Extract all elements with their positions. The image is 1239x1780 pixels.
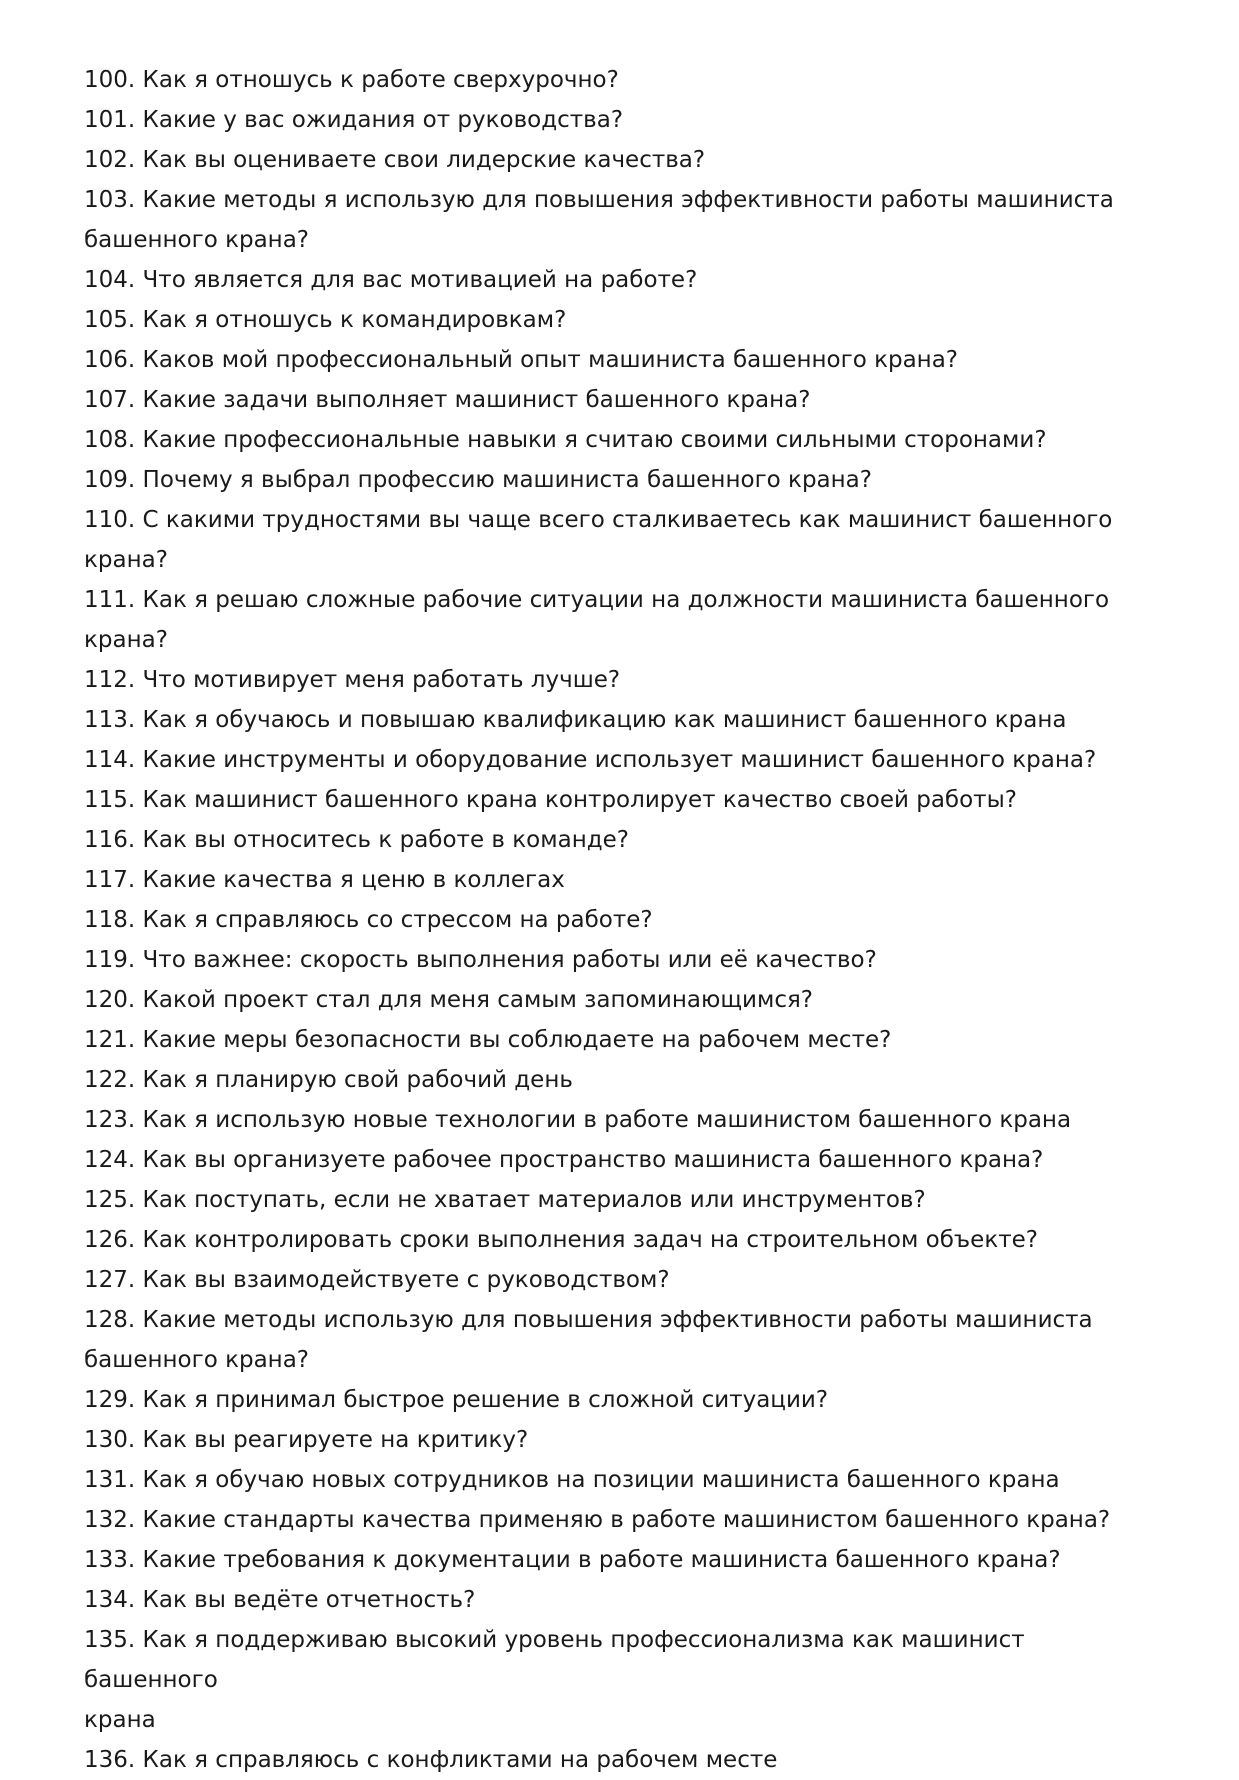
question-text: 111. Как я решаю сложные рабочие ситуации на должности машиниста башенного крана?: [84, 587, 1110, 653]
question-text: 128. Какие методы использую для повышения эффективности работы машиниста: [84, 1307, 1093, 1333]
question-text: 123. Как я использую новые технологии в работе машинистом башенного крана: [84, 1107, 1072, 1133]
question-item: [84, 1620, 1164, 1740]
question-text: 101. Какие у вас ожидания от руководства?: [84, 107, 624, 133]
question-item: [84, 340, 1164, 380]
question-text-continuation: башенного крана?: [84, 1347, 310, 1373]
question-item: [84, 1420, 1164, 1460]
question-text: 120. Какой проект стал для меня самым запоминающимся?: [84, 987, 814, 1013]
question-item: [84, 1740, 1164, 1780]
question-item: [84, 180, 1164, 260]
question-text: 105. Как я отношусь к командировкам?: [84, 307, 567, 333]
question-item: [84, 1260, 1164, 1300]
question-text: 100. Как я отношусь к работе сверхурочно?: [84, 67, 619, 93]
question-text: 106. Каков мой профессиональный опыт машиниста башенного крана?: [84, 347, 958, 373]
question-list: [84, 60, 1164, 1780]
question-item: [84, 60, 1164, 100]
question-text: 122. Как я планирую свой рабочий день: [84, 1067, 573, 1093]
question-item: [84, 260, 1164, 300]
question-item: [84, 580, 1164, 660]
question-text: 119. Что важнее: скорость выполнения работы или её качество?: [84, 947, 877, 973]
question-item: [84, 1100, 1164, 1140]
question-text: 103. Какие методы я использую для повышения эффективности работы машиниста: [84, 187, 1114, 213]
question-item: [84, 1460, 1164, 1500]
question-item: [84, 780, 1164, 820]
question-text: 112. Что мотивирует меня работать лучше?: [84, 667, 621, 693]
question-text: 107. Какие задачи выполняет машинист башенного крана?: [84, 387, 811, 413]
question-text: 136. Как я справляюсь с конфликтами на рабочем месте: [84, 1747, 778, 1773]
question-text: 109. Почему я выбрал профессию машиниста башенного крана?: [84, 467, 872, 493]
question-text-continuation: башенного крана?: [84, 227, 310, 253]
question-item: [84, 1580, 1164, 1620]
question-item: [84, 740, 1164, 780]
question-text: 134. Как вы ведёте отчетность?: [84, 1587, 476, 1613]
question-item: [84, 660, 1164, 700]
question-text-continuation: крана: [84, 1707, 156, 1733]
question-text: 127. Как вы взаимодействуете с руководством?: [84, 1267, 670, 1293]
question-item: [84, 460, 1164, 500]
question-text: 117. Какие качества я ценю в коллегах: [84, 867, 565, 893]
question-item: [84, 700, 1164, 740]
question-item: [84, 1220, 1164, 1260]
question-item: [84, 1380, 1164, 1420]
question-text: 104. Что является для вас мотивацией на работе?: [84, 267, 698, 293]
question-item: [84, 140, 1164, 180]
question-item: [84, 1020, 1164, 1060]
question-item: [84, 1140, 1164, 1180]
question-text: 130. Как вы реагируете на критику?: [84, 1427, 529, 1453]
question-item: [84, 1060, 1164, 1100]
question-text: 133. Какие требования к документации в работе машиниста башенного крана?: [84, 1547, 1061, 1573]
question-text: 129. Как я принимал быстрое решение в сложной ситуации?: [84, 1387, 829, 1413]
question-item: [84, 1300, 1164, 1380]
question-text: 126. Как контролировать сроки выполнения задач на строительном объекте?: [84, 1227, 1038, 1253]
question-text: 118. Как я справляюсь со стрессом на работе?: [84, 907, 653, 933]
question-text: 115. Как машинист башенного крана контролирует качество своей работы?: [84, 787, 1017, 813]
question-text: 108. Какие профессиональные навыки я считаю своими сильными сторонами?: [84, 427, 1047, 453]
question-text: 135. Как я поддерживаю высокий уровень профессионализма как машинист башенного: [84, 1627, 1025, 1693]
question-item: [84, 1540, 1164, 1580]
question-item: [84, 820, 1164, 860]
question-item: [84, 940, 1164, 980]
question-text: 132. Какие стандарты качества применяю в работе машинистом башенного крана?: [84, 1507, 1111, 1533]
question-text: 116. Как вы относитесь к работе в команде?: [84, 827, 629, 853]
question-text: 131. Как я обучаю новых сотрудников на позиции машиниста башенного крана: [84, 1467, 1060, 1493]
question-text: 114. Какие инструменты и оборудование использует машинист башенного крана?: [84, 747, 1097, 773]
question-item: [84, 1180, 1164, 1220]
question-text: 121. Какие меры безопасности вы соблюдаете на рабочем месте?: [84, 1027, 892, 1053]
question-text: 102. Как вы оцениваете свои лидерские качества?: [84, 147, 706, 173]
question-item: [84, 420, 1164, 460]
question-item: [84, 860, 1164, 900]
question-item: [84, 1500, 1164, 1540]
question-item: [84, 380, 1164, 420]
question-item: [84, 300, 1164, 340]
question-item: [84, 900, 1164, 940]
question-text: 125. Как поступать, если не хватает материалов или инструментов?: [84, 1187, 926, 1213]
question-text: 110. С какими трудностями вы чаще всего сталкиваетесь как машинист башенного крана?: [84, 507, 1113, 573]
question-text: 113. Как я обучаюсь и повышаю квалификацию как машинист башенного крана: [84, 707, 1067, 733]
question-text: 124. Как вы организуете рабочее пространство машиниста башенного крана?: [84, 1147, 1044, 1173]
question-item: [84, 500, 1164, 580]
question-item: [84, 100, 1164, 140]
question-item: [84, 980, 1164, 1020]
